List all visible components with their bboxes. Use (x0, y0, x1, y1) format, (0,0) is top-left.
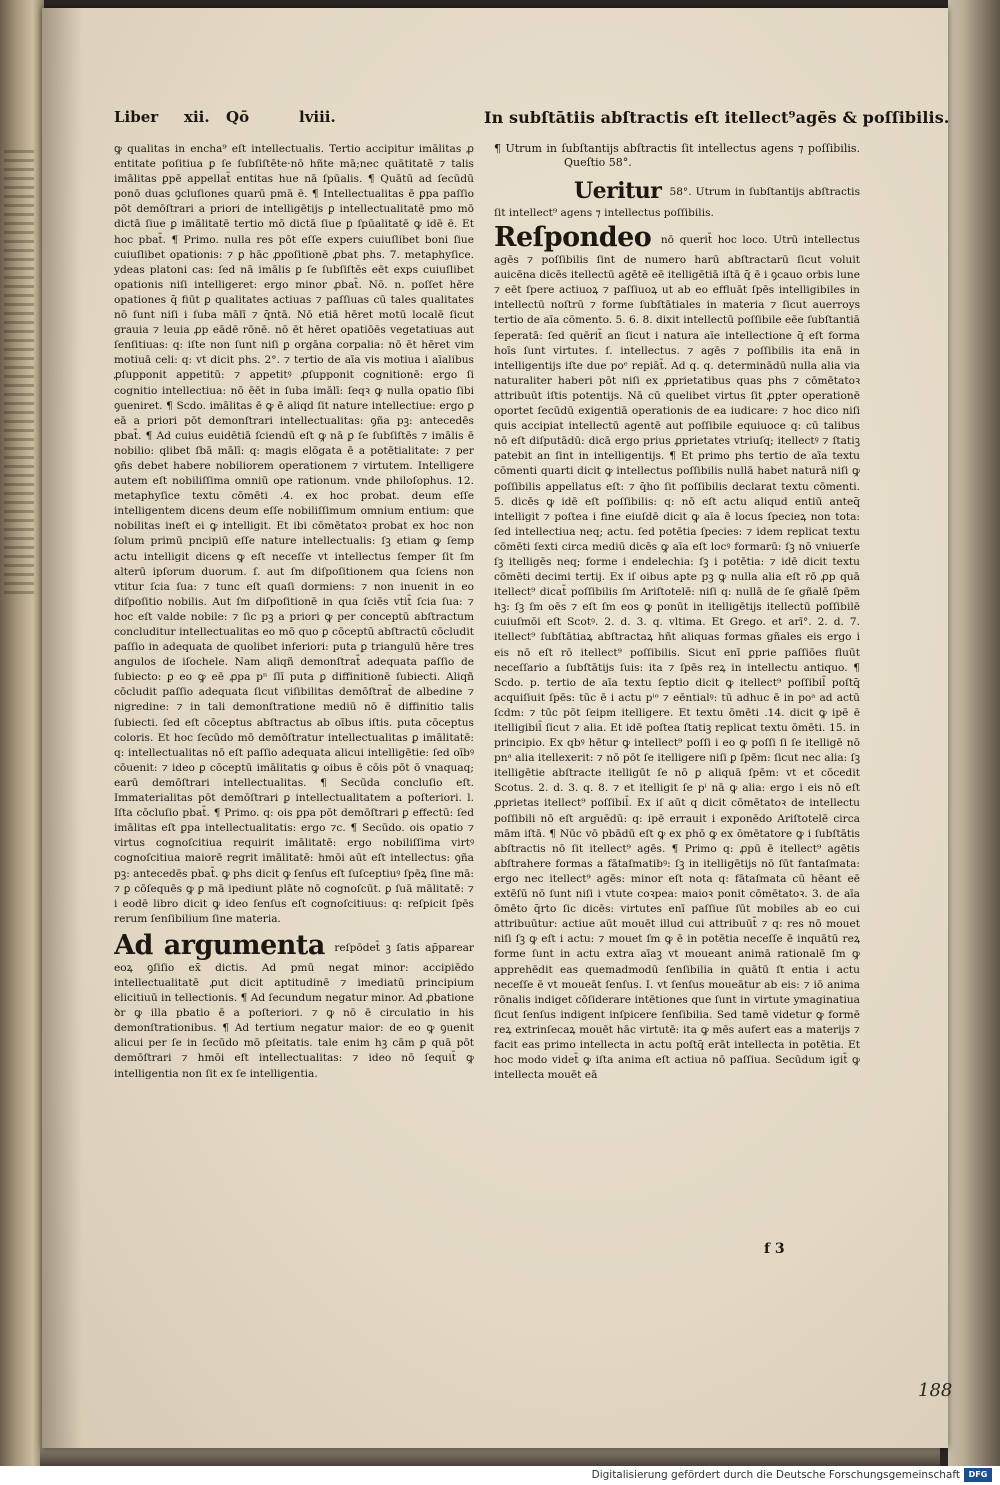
question-number: 58°. (608, 156, 632, 169)
veritur-text: 58°. Utrum in ſubſtantijs abſtractis ſit intellect⁹ agens ⁊ intellectus poſſibilis. (494, 186, 860, 219)
footer-credit-text: Digitalisierung gefördert durch die Deutsche Forschungsgemeinschaft (591, 1469, 960, 1481)
dfg-logo: DFG (964, 1468, 992, 1482)
left-paragraph-2: reſpōdet̄ ꝫ ſatis ap̄parear eoꝝ ꝯſiſio ex̄ dictis. Ad pmū negat minor: accipiēdo intellectualitatē ꝓut dicit aptitudinē ⁊ imediatū principium elicitiuū in tellectionis. ¶ Ad ſecundum negatur minor. Ad ꝓbatione ꝺr ꝙ illa pbatio ē a poſteriori. ⁊ ꝙ nō ē circulatio in his demonſtrationibus. ¶ Ad tertium negatur maior: de eo ꝙ ꝯuenit alicui per ſe in ſecūdo mō pſeitatis. tale enim hꝫ cām ꝑ quā pōt demōſtrari ⁊ hmōi eſt intellectualitas: ⁊ ideo nō ſequit̄ ꝙ intelligentia non ſit ex ſe intelligentia. (114, 941, 474, 1080)
left-paragraph-1: ꝙ qualitas in encha⁹ eſt intellectualis. Tertio accipitur imālitas ꝓ entitate poſitiua ꝑ ſe ſubſiſtēte·nō hñte mā;nec quātitatē ⁊ talis imālitas ꝑpē appellat̄ entitas hue nā ſpūalis. ¶ Quātū ad ſecūdū ponō duas ꝯcluſiones quarū pmā ē. ¶ Intellectualitas ē ꝑpa paſſio pōt demōſtrari a priori de intelligētijs ꝑ intellectualitatē pmo mō dictā ſiue ꝑ imālitatē tertio mō dictā ſiue ꝑ ſpūalitatē ꝙ idē ē. Et hoc pbat̄. ¶ Primo. nulla res pōt eſſe expers cuiuſlibet boni ſiue cuiuſlibet opationis: ⁊ ꝑ hāc ꝓpoſitionē ꝓbat phs. 7. metaphyſice. ydeas platoni cas: ſed nā imālis ꝑ ſe ſubſiſtēs eēt exps cuiuſlibet opationis niſi intelligeret: ergo minor ꝓbat̄. Nō. n. poſſet hēre opationes q̄ fiūt ꝑ qualitates actiuas ⁊ paſſiuas cū tales qualitates nō ſunt niſi i ſuba mālī ⁊ q̄ntā. Nō etiā hēret motū localē ſicut grauia ⁊ leuia ꝓp eādē rōnē. nō ēt hēret opatiōēs vegetatiuas aut ſenſitiuas: q: iſte non ſunt niſi ꝑ orgāna corpalia: nō ēt hēret vim motiuā celi: q: vt dicit phs. 2°. ⁊ tertio de aīa vis motiua i aīalibus ꝓſupponit appetitū: ⁊ appetitꝰ ꝓſupponit cognitionē: ergo ſi cognitio intellectiua: nō ēēt in ſuba imālī: ſeqꝛ ꝙ nulla opatio ſibi ꝯueniret. ¶ Scdo. imālitas ē ꝙ ē aliqd ſit nature intellectiue: ergo ꝑ eā a priori pōt demonſtrari intellectualitas: ꝯña pꝫ: antecedēs pbat̄. ¶ Ad cuius euidētiā ſciendū eſt ꝙ nā ꝑ ſe ſubſiſtēs ⁊ imālis ē nobilio: qlibet ſbā mālī: q: magis elōgata ē a potētialitate: ⁊ per ꝯñs debet habere nobiliorem operationem ⁊ virtutem. Intelligere autem eſt nobiliſſima omniū ope rationum. vnde philoſophus. 12. metaphyſice textu cōmēti .4. ex hoc probat. deum eſſe intelligentem dicens deum eſſe nobiliſſimum omnium entium: que nobilitas ineſt ei ꝙ intelligit. Et ibi cōmētatoꝛ probat ex hoc non ſolum primū pncipiū eſſe nature intellectualis: ſꝫ etiam ꝙ ſemp actu intelligit dicens ꝙ eſt neceſſe vt intellectus ſemper ſit ſm alterū ipſorum duorum. ſ. aut ſm diſpoſitionem qua ſciens non vtitur ſcia ſua: ⁊ tunc eſt quaſi dormiens: ⁊ non inuenit in eo diſpoſitio nobilis. Aut ſm diſpoſitionē in qua ſciēs vtit̄ ſcia ſua: ⁊ hoc eſt valde nobile: ⁊ ſic pꝫ a priori ꝙ per conceptū abſtractum concluditur intellectualitas eo mō quo ꝑ cōceptū abſtractū cōcludit paſſio in adequata de quolibet inferiori: puta ꝑ triangulū hēre tres angulos de iſochele. Nam aliqñ demonſtrat̄ adequata paſſio de ſubiecto: ꝑ eo ꝙ eē ꝓpa pⁿ ſlī puta ꝑ diffinitionē ſubiecti. Aliqñ cōcludit paſſio adequata ſicut viſibilitas demōſtrat̄ de albedine ⁊ nigredine: ⁊ in tali demonſtratione mediū nō ē diffinitio talis ſubiecti. ſed eſt cōceptus abſtractus ab oībus iſtis. puta cōceptus coloris. Et hoc ſecūdo mō demōſtratur intellectualitas ꝑ imālitatē: q: intellectualitas nō eſt paſſio adequata alicui intelligētie: ſed oībꝰ cōuenit: ⁊ ideo ꝑ cōceptū imālitatis ꝙ oibus ē cōis pōt ō vnaquaq; earū demōſtrari intellectualitas. ¶ Secūda concluſio eſt. Immaterialitas pōt demōſtrari ꝑ intellectualitatem a poſteriori. l. Iſta cōcluſio pbat̄. ¶ Primo. q: ois ꝑpa pōt demōſtrari ꝑ effectū: ſed imālitas eſt ꝑpa intellectualitatis: ergo ⁊c. ¶ Secūdo. ois opatio ⁊ virtus cognoſcitiua requirit imālitatē: ergo nobiliſſima virtꝰ cognoſcitiua maiorē regrit imālitatē: hmōi aūt eſt intellectus: ꝯña pꝫ: antecedēs pbat̄. ꝙ phs dicit ꝙ ſenſus eſt ſuſceptiuꝰ ſpēꝝ ſine mā: ⁊ ꝑ cōſequēs ꝙ ꝑ mā ipediunt plāte nō cognoſcūt. ꝑ ſuā mālitatē: ⁊ i eodē libro dicit ꝙ ideo ſenſus eſt cognoſcitiuus: q: reſpicit ſpēs rerum ſenſibilium ſine materia. (114, 143, 474, 925)
book-page (42, 8, 953, 1448)
facing-page-text (4, 150, 34, 600)
gutter-shadow (42, 8, 82, 1448)
right-text-column (494, 142, 860, 1232)
folio-number: 188 (918, 1380, 953, 1401)
respondeo-paragraph (494, 223, 860, 1083)
header-question-abbrev: Qō (226, 108, 250, 126)
facing-page-edge (0, 0, 44, 1466)
veritur-paragraph (494, 176, 860, 221)
header-running-title: In subſtātiis abſtractis eſt itellect⁹agēs & poſſibilis. (484, 108, 950, 127)
running-header (114, 108, 950, 136)
page-stack-edge (948, 0, 1000, 1466)
respondeo-body: nō querit̄ hoc loco. Utrū intellectus agēs ⁊ poſſibilis ſint de numero harū abſtractarū ſicut voluit auicēna dicēs itellectū agētē eē itelligētiā iſtā q̄ ē i ꝯcauo orbis lune ⁊ eēt ſpere actiuoꝝ ⁊ paſſiuoꝝ ut ab eo effluāt ſpēs intelligibiles in intellectū noſtrū ⁊ forme ſubſtātiales in materia ⁊ ſicut auerroys tertio de aīa cōmento. 5. 6. 8. dixit intellectū poſſibile eēe ſubſtantiā ſeperatā: ſed quērit̄ an ſicut i natura aīe intellectione q̄ eſt forma hoīs ſunt virtutes. ſ. intellectus. ⁊ agēs ⁊ poſſibilis ita enā in intelligentijs iſte due poᵉ repiāt̄. Ad q. q. determinādū nulla alia via naturaliter haberi pōt niſi ex ꝓprietatibus quas phs ⁊ cōmētatoꝛ attribuūt iſtis potentijs. Nā cū quelibet virtus ſit ꝓpter operationē oportet ſecūdū exigentiā operationis de ea iudicare: ⁊ hoc dico niſi quis accipiat intellectū agentē aut poſſibile equiuoce q: cū talibus nō eſt diſputādū: dicā ergo prius ꝓprietates vtriuſq; itellectꝰ ⁊ ſtatiꝫ patebit an ſint in intelligentijs. ¶ Et primo phs tertio de aīa textu cōmenti quarti dicit ꝙ intellectus poſſibilis nullā habet naturā niſi ꝙ poſſibilis appellatus eſt: ⁊ q̄ho ſit poſſibilis declarat textu cōmenti. 5. dicēs ꝙ idē eſt poſſibilis: q: nō eſt actu aliqud entiū anteq̄ intelligit ⁊ poſtea i fine eiuſdē dicit ꝙ aīa ē locus ſpecieꝝ non tota: ſed intellectiua neq; actu. ſed potētia ſpecies: ⁊ idem replicat textu cōmēti ſexti circa mediū dicēs ꝙ aīa eſt locꝰ formarū: ſꝫ nō vniuerſe ſꝫ itelligēs neq; forme i endelechia: ſꝫ i potētia: ⁊ idē dicit textu cōmēti decimi tertij. Ex iſ oibus apte pꝫ ꝙ nulla alia eſt rō ꝓp quā itellect⁹ dicat̄ poſſibilis ſm Ariſtotelē: niſi q: nullā de ſe gñalē ſpēm hꝫ: ſꝫ ſm oēs ⁊ eſt ſm eos ꝙ ponūt in itelligētijs itellectū poſſibilē cuiuſmōi eſt Scotꝰ. 2. d. 3. q. vltima. Et Grego. et arī°. 2. d. 7. itellect⁹ ſubſtātiaꝝ abſtractaꝝ hñt aliquas formas gñales eis ergo i eis nō eſt rō itellect⁹ poſſibilis. Sicut enī ꝑprie paſſiōes fluūt neceſſario a ſubſtātijs ſuis: ita ⁊ ſpēs reꝝ in intellectu antiquo. ¶ Scdo. p. tertio de aīa textu ſeptio dicit ꝙ itellect⁹ poſſibil̄ poſtq̄ acquiſiuit ſpēs: tūc ē i actu pⁱᵒ ⁊ eēntialꝰ: tū adhuc ē in poᵃ ad actū ſcdm: ⁊ tūc pōt ſeipm itelligere. Et textu ōmēti .14. dicit ꝙ ipē ē itelligibil̄ ſicut ⁊ alia. Et idē poſtea ſtatiꝫ replicat textu ōmēti. 15. in principio. Ex qbꝰ hētur ꝙ intellect⁹ poſſi i eo ꝙ poſſi ſi ſe itelligē nō pnᵃ alia itellexerit: ⁊ nō pōt ſe itelligere niſi ꝑ ſpēm: ſicut nec alia: ſꝫ itelligētie abſtracte itelligūt ſe nō ꝑ aliquā ſpēm: vt et cōcedit Scotus. 2. d. 3. q. 8. ⁊ et itelligit ſe pⁱ nā ꝙ alia: ergo i eis nō eſt ꝓprietas itellect⁹ poſſibil̄. Ex iſ aūt q dicit cōmētatoꝛ de intellectu poſſibili nō eſt arguēdū: q: ipē errauit i exponēdo Ariſtotelē circa mām iſtā. ¶ Nūc vō pbādū eſt ꝙ ex phō ꝙ ex ōmētatore ꝙ i ſubſtātis abſtractis nō ſit itellect⁹ agēs. ¶ Primo q: ꝓpū ē itellect⁹ agētis abſtrahere formas a fātaſmatibꝰ: ſꝫ in itelligētijs nō ſūt fantaſmata: ergo nec itellect⁹ agēs: minor eſt nota q: fātaſmata cū hēant eē extēſū nō ſunt niſi i vtute coꝛpea: maioꝛ ponit cōmētatoꝛ. 3. de aīa ōmēto q̄rto ſic dicēs: virtutes enī paſſiue ſūt mobiles ab eo cui attribuūtur: actiue aūt mouēt illud cui attribuūt̄ ⁊ q: res nō mouet niſi ſꝫ ꝙ eſt i actu: ⁊ mouet ſm ꝙ ē in potētia neceſſe ē inquātū reꝝ forme ſunt in actu extra aīaꝫ vt moueant animā rationalē ſm ꝙ apprehēdit eas quemadmodū ſenſibilia in quātū ſt entia i actu neceſſe ē vt moueāt ſenſus. I. vt ſenſus moueātur ab eis: ⁊ iō anima rōnalis indiget cōſiderare intētiones que ſunt in virtute ymaginatiua ſicut ſenſus indigent inſpicere ſenſibilia. Sed tamē videtur ꝙ formē reꝝ extrinſecaꝝ mouēt hāc virtutē: ita ꝙ mēs aufert eas a materijs ⁊ facit eas primo intellecta in actu poſtq̄ erāt intellecta in potētia. Et hoc modo videt̄ ꝙ iſta anima eſt actiua nō paſſiua. Secūdum igit̄ ꝙ intellecta mouēt eā (494, 234, 860, 1082)
veritur-heading: Ueritur (574, 178, 662, 204)
question-title-text: ¶ Utrum in ſubſtantijs abſtractis ſit intellectus agens ⁊ poſſibilis. (494, 142, 860, 155)
ad-argumenta-heading: Ad argumenta (114, 929, 325, 961)
signature-mark: f 3 (764, 1241, 785, 1257)
digitization-footer (0, 1466, 1000, 1485)
header-liber: Liber (114, 108, 159, 126)
respondeo-heading: Reſpondeo (494, 222, 652, 254)
header-question-number: lviii. (299, 108, 336, 126)
question-label: Queſtio (564, 156, 606, 169)
left-text-column (114, 142, 474, 1252)
ad-argumenta-paragraph (114, 931, 474, 1082)
header-book-number: xii. (184, 108, 210, 126)
question-title (494, 142, 860, 170)
